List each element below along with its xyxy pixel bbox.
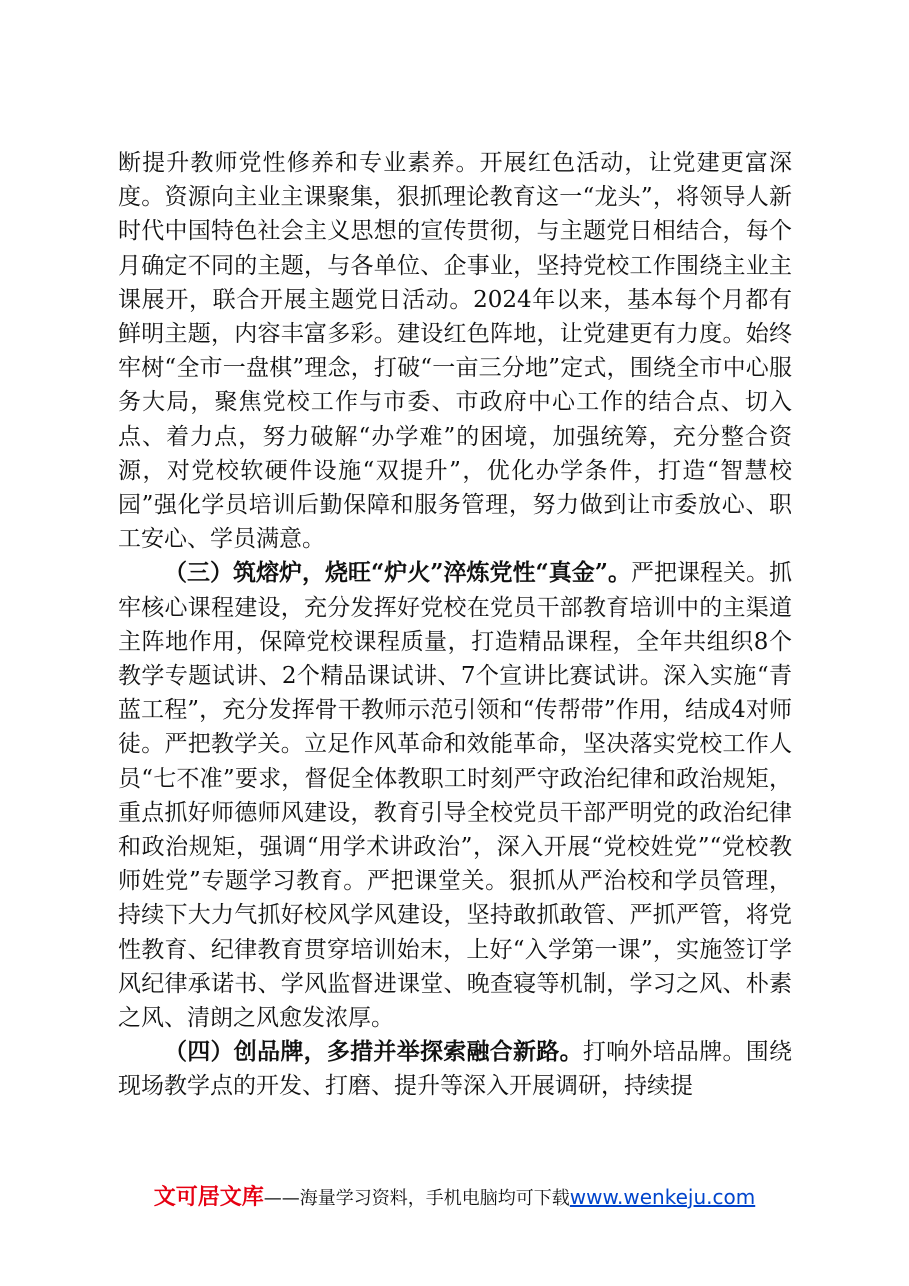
paragraph-1-text: 断提升教师党性修养和专业素养。开展红色活动，让党建更富深度。资源向主业主课聚集，狠抓理论教育这一“龙头”，将领导人新时代中国特色社会主义思想的宣传贯彻，与主题党日相结合，每个月确定不同的主题，与各单位、企事业，坚持党校工作围绕主业主课展开，联合开展主题党日活动。2024年以来，基本每个月都有鲜明主题，内容丰富多彩。建设红色阵地，让党建更有力度。始终牢树“全市一盘棋”理念，打破“一亩三分地”定式，围绕全市中心服务大局，聚焦党校工作与市委、市政府中心工作的结合点、切入点、着力点，努力破解“办学难”的困境，加强统筹，充分整合资源，对党校软硬件设施“双提升”，优化办学条件，打造“智慧校园”强化学员培训后勤保障和服务管理，努力做到让市委放心、职工安心、学员满意。 (118, 150, 792, 553)
document-body (118, 146, 792, 1104)
section-heading-4: （四）创品牌，多措并举探索融合新路。 (164, 1038, 583, 1066)
footer-site-link[interactable]: www.wenkeju.com (569, 1185, 756, 1209)
paragraph-2-text: 严把课程关。抓牢核心课程建设，充分发挥好党校在党员干部教育培训中的主渠道主阵地作用，保障党校课程质量，打造精品课程，全年共组织8个教学专题试讲、2个精品课试讲、7个宣讲比赛试讲。深入实施“青蓝工程”，充分发挥骨干教师示范引领和“传帮带”作用，结成4对师徒。严把教学关。立足作风革命和效能革命，坚决落实党校工作人员“七不准”要求，督促全体教职工时刻严守政治纪律和政治规矩，重点抓好师德师风建设，教育引导全校党员干部严明党的政治纪律和政治规矩，强调“用学术讲政治”，深入开展“党校姓党”“党校教师姓党”专题学习教育。严把课堂关。狠抓从严治校和学员管理，持续下大力气抓好校风学风建设，坚持敢抓敢管、严抓严管，将党性教育、纪律教育贯穿培训始末，上好“入学第一课”，实施签订学风纪律承诺书、学风监督进课堂、晚查寝等机制，学习之风、朴素之风、清朗之风愈发浓厚。 (118, 560, 793, 1032)
footer-banner (0, 1180, 909, 1211)
paragraph-1 (118, 146, 792, 556)
paragraph-2 (118, 556, 792, 1035)
paragraph-3 (118, 1035, 792, 1103)
paragraph-3-text: 打响外培品牌。围绕现场教学点的开发、打磨、提升等深入开展调研，持续提 (118, 1039, 793, 1100)
section-heading-3: （三）筑熔炉，烧旺“炉火”淬炼党性“真金”。 (164, 559, 631, 587)
footer-slogan: 海量学习资料，手机电脑均可下载 (299, 1188, 570, 1209)
footer-brand: 文可居文库 (153, 1185, 264, 1210)
footer-separator: —— (263, 1188, 300, 1209)
